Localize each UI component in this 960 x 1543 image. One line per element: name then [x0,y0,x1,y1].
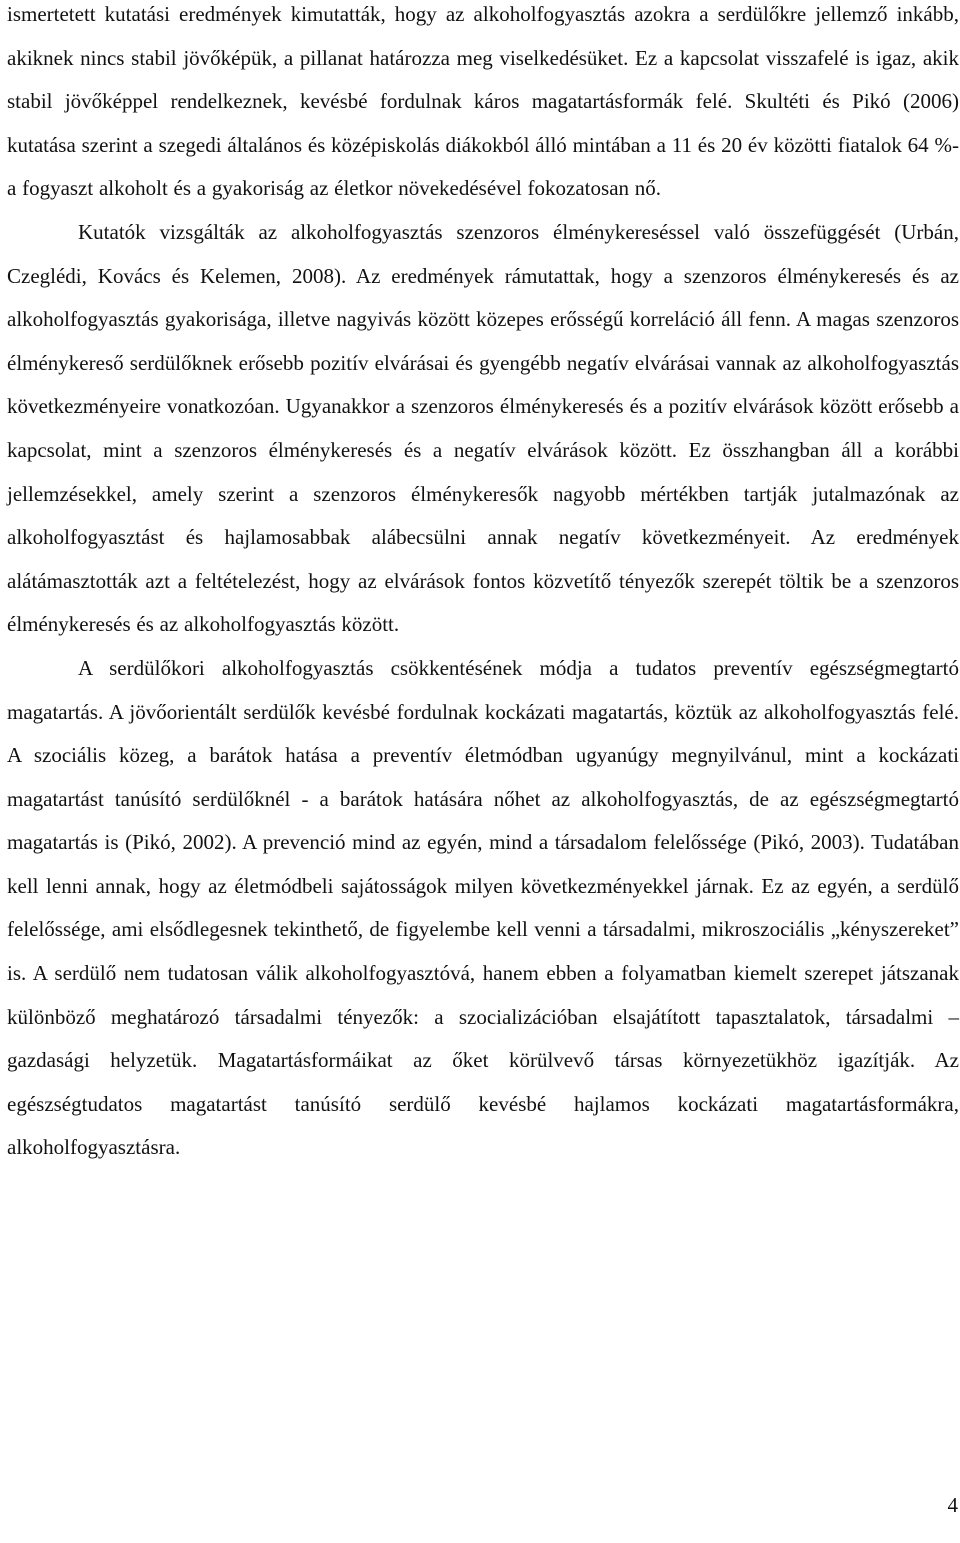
paragraph-prevention: A serdülőkori alkoholfogyasztás csökkentésének módja a tudatos preventív egészségmegtartó magatartás. A jövőorientált serdülők kevésbé fordulnak kockázati magatartás, köztük az alkoholfogyasztás felé. A szociális közeg, a barátok hatása a preventív életmódban ugyanúgy megnyilvánul, mint a kockázati magatartást tanúsító serdülőknél - a barátok hatására nőhet az alkoholfogyasztás, de az egészségmegtartó magatartás is (Pikó, 2002). A prevenció mind az egyén, mind a társadalom felelőssége (Pikó, 2003). Tudatában kell lenni annak, hogy az életmódbeli sajátosságok milyen következményekkel járnak. Ez az egyén, a serdülő felelőssége, ami elsődlegesnek tekinthető, de figyelembe kell venni a társadalmi, mikroszociális „kényszereket” is. A serdülő nem tudatosan válik alkoholfogyasztóvá, hanem ebben a folyamatban kiemelt szerepet játszanak különböző meghatározó társadalmi tényezők: a szocializációban elsajátított tapasztalatok, társadalmi – gazdasági helyzetük. Magatartásformáikat az őket körülvevő társas környezetükhöz igazítják. Az egészségtudatos magatartást tanúsító serdülő kevésbé hajlamos kockázati magatartásformákra, alkoholfogyasztásra. [7,655,959,1160]
paragraph-continuation: ismertetett kutatási eredmények kimutatták, hogy az alkoholfogyasztás azokra a serdülőkre jellemző inkább, akiknek nincs stabil jövőképük, a pillanat határozza meg viselkedésüket. Ez a kapcsolat visszafelé is igaz, akik stabil jövőképpel rendelkeznek, kevésbé fordulnak káros magatartásformák felé. Skultéti és Pikó (2006) kutatása szerint a szegedi általános és középiskolás diákokból álló mintában a 11 és 20 év közötti fiatalok 64 %-a fogyaszt alkoholt és a gyakoriság az életkor növekedésével fokozatosan nő. [7,2,959,201]
document-page [7,0,959,1170]
page-number: 4 [947,1493,958,1517]
paragraph-sensation-seeking: Kutatók vizsgálták az alkoholfogyasztás szenzoros élménykereséssel való összefüggését (Urbán, Czeglédi, Kovács és Kelemen, 2008). Az eredmények rámutattak, hogy a szenzoros élménykeresés és az alkoholfogyasztás gyakorisága, illetve nagyivás között közepes erősségű korreláció áll fenn. A magas szenzoros élménykereső serdülőknek erősebb pozitív elvárásai és gyengébb negatív elvárásai vannak az alkoholfogyasztás következményeire vonatkozóan. Ugyanakkor a szenzoros élménykeresés és a pozitív elvárások között erősebb a kapcsolat, mint a szenzoros élménykeresés és a negatív elvárások között. Ez összhangban áll a korábbi jellemzésekkel, amely szerint a szenzoros élménykeresők nagyobb mértékben tartják jutalmazónak az alkoholfogyasztást és hajlamosabbak alábecsülni annak negatív következményeit. Az eredmények alátámasztották azt a feltételezést, hogy az elvárások fontos közvetítő tényezők szerepét töltik be a szenzoros élménykeresés és az alkoholfogyasztás között. [7,219,959,637]
